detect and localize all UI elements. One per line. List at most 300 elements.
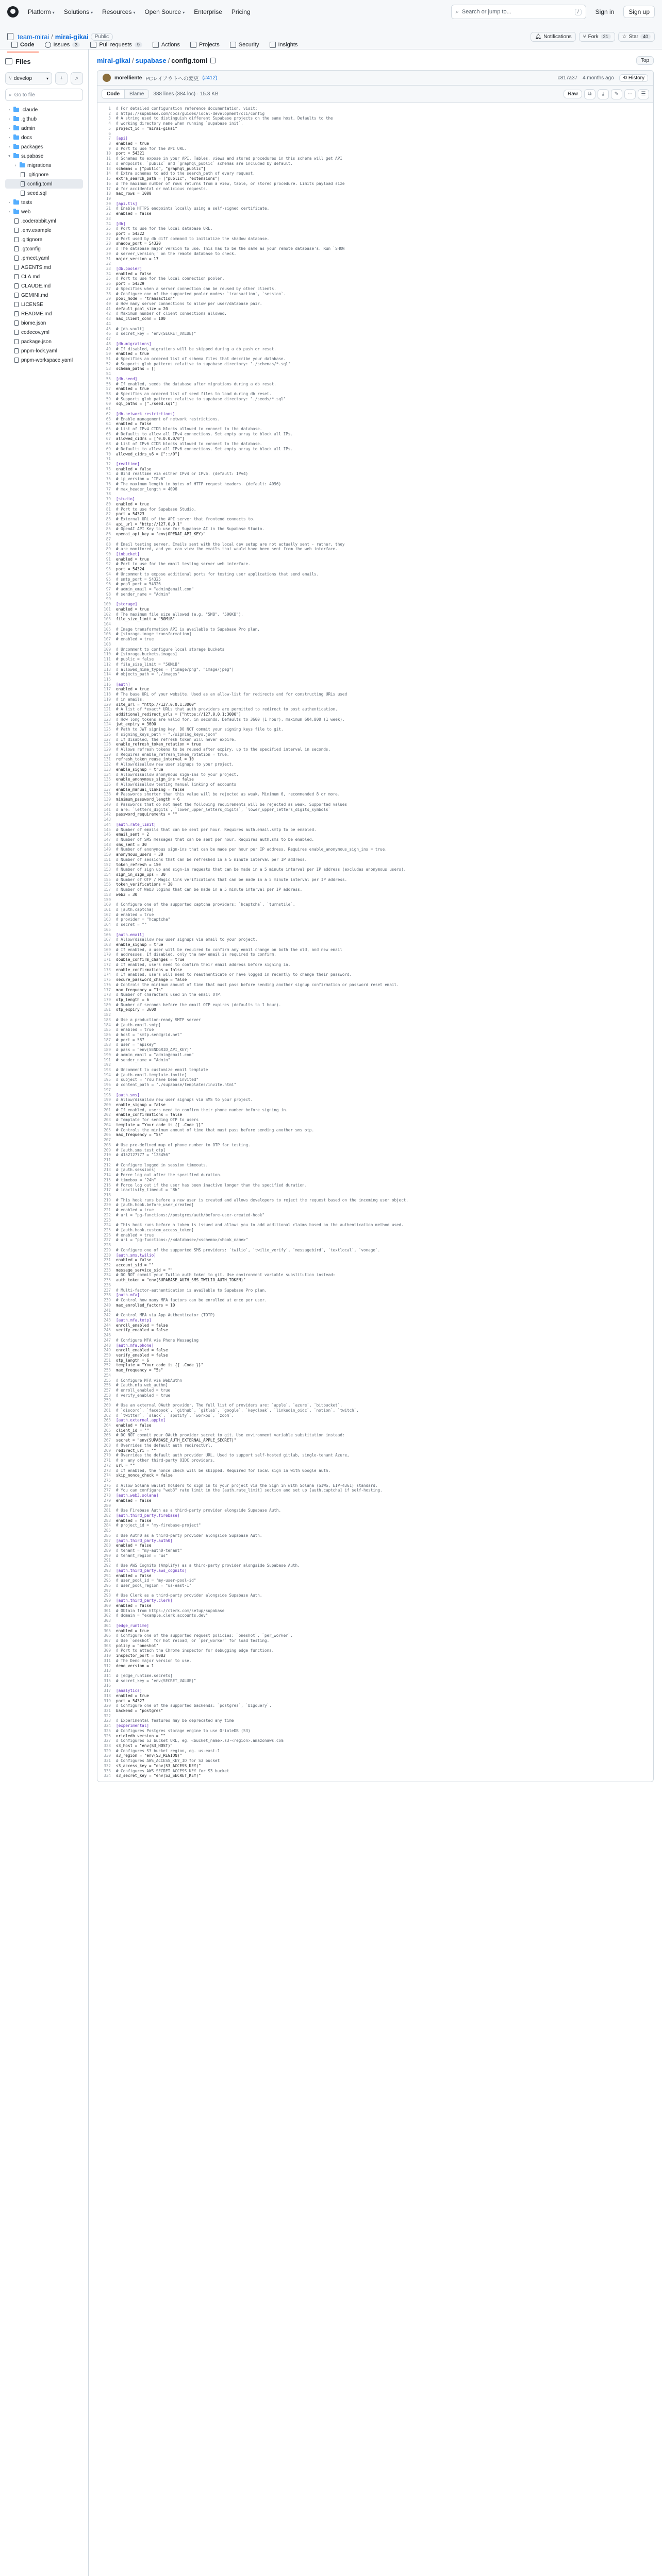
line-number[interactable]: 319 <box>104 1698 111 1703</box>
line-number[interactable]: 142 <box>104 812 111 817</box>
tree-folder[interactable] <box>5 105 83 114</box>
line-number[interactable]: 136 <box>104 782 111 787</box>
tree-file[interactable] <box>5 244 83 253</box>
tree-folder[interactable] <box>5 114 83 124</box>
fork-button[interactable] <box>579 32 615 42</box>
line-number[interactable]: 84 <box>106 521 111 527</box>
line-number[interactable]: 272 <box>104 1463 111 1468</box>
line-number[interactable]: 281 <box>104 1508 111 1513</box>
line-number[interactable]: 255 <box>104 1378 111 1383</box>
line-number[interactable]: 152 <box>104 862 111 867</box>
line-number[interactable]: 144 <box>104 822 111 827</box>
line-number[interactable]: 301 <box>104 1608 111 1613</box>
line-number[interactable]: 182 <box>104 1012 111 1018</box>
line-number[interactable]: 222 <box>104 1212 111 1217</box>
line-number[interactable]: 62 <box>106 411 111 416</box>
line-number[interactable]: 155 <box>104 877 111 882</box>
line-number[interactable]: 6 <box>108 131 111 136</box>
line-number[interactable]: 149 <box>104 847 111 852</box>
line-number[interactable]: 148 <box>104 842 111 847</box>
line-number[interactable]: 242 <box>104 1313 111 1318</box>
line-number[interactable]: 76 <box>106 481 111 486</box>
line-number[interactable]: 197 <box>104 1087 111 1092</box>
tree-file[interactable] <box>5 346 83 355</box>
sign-in-link[interactable]: Sign in <box>595 8 615 15</box>
line-number[interactable]: 260 <box>104 1403 111 1408</box>
blame-mode-button[interactable]: Blame <box>129 91 144 97</box>
line-number[interactable]: 45 <box>106 326 111 331</box>
line-number[interactable]: 329 <box>104 1748 111 1753</box>
line-number[interactable]: 126 <box>104 732 111 737</box>
line-number[interactable]: 216 <box>104 1182 111 1188</box>
line-number[interactable]: 300 <box>104 1603 111 1608</box>
line-number[interactable]: 162 <box>104 912 111 917</box>
line-number[interactable]: 33 <box>106 266 111 271</box>
line-number[interactable]: 190 <box>104 1052 111 1057</box>
line-number[interactable]: 46 <box>106 331 111 336</box>
add-file-button[interactable] <box>55 72 68 84</box>
copy-raw-button[interactable] <box>584 89 595 99</box>
line-number[interactable]: 265 <box>104 1428 111 1433</box>
line-number[interactable]: 4 <box>108 121 111 126</box>
line-number[interactable]: 258 <box>104 1393 111 1398</box>
line-number[interactable]: 179 <box>104 997 111 1002</box>
line-number[interactable]: 59 <box>106 396 111 401</box>
line-number[interactable]: 270 <box>104 1453 111 1458</box>
line-number[interactable]: 315 <box>104 1678 111 1683</box>
line-number[interactable]: 239 <box>104 1298 111 1303</box>
line-number[interactable]: 259 <box>104 1398 111 1403</box>
line-number[interactable]: 94 <box>106 571 111 577</box>
line-number[interactable]: 185 <box>104 1027 111 1032</box>
line-number[interactable]: 66 <box>106 431 111 436</box>
tree-folder[interactable] <box>5 133 83 142</box>
line-number[interactable]: 87 <box>106 536 111 541</box>
line-number[interactable]: 217 <box>104 1188 111 1193</box>
avatar[interactable] <box>103 74 111 82</box>
line-number[interactable]: 180 <box>104 1002 111 1007</box>
line-number[interactable]: 24 <box>106 221 111 226</box>
line-number[interactable]: 116 <box>104 682 111 687</box>
line-number[interactable]: 285 <box>104 1528 111 1533</box>
line-number[interactable]: 54 <box>106 371 111 377</box>
line-number[interactable]: 64 <box>106 421 111 427</box>
line-number[interactable]: 117 <box>104 687 111 692</box>
line-number[interactable]: 284 <box>104 1523 111 1528</box>
line-number[interactable]: 218 <box>104 1192 111 1197</box>
line-number[interactable]: 115 <box>104 676 111 682</box>
line-number[interactable]: 19 <box>106 196 111 201</box>
line-number[interactable]: 74 <box>106 471 111 477</box>
line-number[interactable]: 78 <box>106 492 111 497</box>
download-button[interactable] <box>598 89 609 99</box>
line-number[interactable]: 276 <box>104 1483 111 1488</box>
line-number[interactable]: 168 <box>104 942 111 947</box>
line-number[interactable]: 105 <box>104 626 111 632</box>
line-number[interactable]: 271 <box>104 1458 111 1463</box>
line-number[interactable]: 189 <box>104 1047 111 1053</box>
line-number[interactable]: 195 <box>104 1077 111 1082</box>
line-number[interactable]: 233 <box>104 1267 111 1273</box>
line-number[interactable]: 103 <box>104 617 111 622</box>
line-number[interactable]: 305 <box>104 1628 111 1633</box>
line-number[interactable]: 257 <box>104 1388 111 1393</box>
line-number[interactable]: 333 <box>104 1768 111 1773</box>
sign-up-button[interactable]: Sign up <box>623 6 655 18</box>
line-number[interactable]: 295 <box>104 1578 111 1583</box>
line-number[interactable]: 289 <box>104 1548 111 1553</box>
line-number[interactable]: 191 <box>104 1057 111 1062</box>
line-number[interactable]: 21 <box>106 206 111 211</box>
line-number[interactable]: 146 <box>104 832 111 837</box>
line-number[interactable]: 269 <box>104 1448 111 1453</box>
line-number[interactable]: 274 <box>104 1473 111 1478</box>
line-number[interactable]: 296 <box>104 1583 111 1588</box>
top-nav-item[interactable] <box>28 8 55 15</box>
line-number[interactable]: 43 <box>106 316 111 321</box>
line-number[interactable]: 215 <box>104 1177 111 1182</box>
line-number[interactable]: 291 <box>104 1558 111 1563</box>
line-number[interactable]: 229 <box>104 1247 111 1252</box>
line-number[interactable]: 56 <box>106 381 111 386</box>
line-number[interactable]: 323 <box>104 1718 111 1723</box>
line-number[interactable]: 112 <box>104 662 111 667</box>
tree-file[interactable] <box>5 337 83 346</box>
line-number[interactable]: 208 <box>104 1142 111 1147</box>
line-number[interactable]: 1 <box>108 106 111 111</box>
line-number[interactable]: 188 <box>104 1042 111 1047</box>
line-number[interactable]: 314 <box>104 1673 111 1678</box>
line-number[interactable]: 187 <box>104 1037 111 1042</box>
tree-file[interactable] <box>5 291 83 300</box>
line-number[interactable]: 34 <box>106 271 111 276</box>
commit-author[interactable]: morelliente <box>114 75 142 81</box>
line-number[interactable]: 326 <box>104 1733 111 1738</box>
line-number[interactable]: 228 <box>104 1243 111 1248</box>
line-number[interactable]: 170 <box>104 952 111 957</box>
line-number[interactable]: 49 <box>106 346 111 351</box>
line-number[interactable]: 256 <box>104 1383 111 1388</box>
line-number[interactable]: 204 <box>104 1122 111 1127</box>
line-number[interactable]: 193 <box>104 1067 111 1072</box>
line-number[interactable]: 266 <box>104 1433 111 1438</box>
line-number[interactable]: 294 <box>104 1573 111 1578</box>
line-number[interactable]: 288 <box>104 1543 111 1548</box>
line-number[interactable]: 238 <box>104 1293 111 1298</box>
line-number[interactable]: 96 <box>106 582 111 587</box>
line-number[interactable]: 324 <box>104 1723 111 1728</box>
tree-file[interactable] <box>5 226 83 235</box>
line-number[interactable]: 205 <box>104 1127 111 1132</box>
line-number[interactable]: 330 <box>104 1753 111 1758</box>
line-number[interactable]: 163 <box>104 917 111 922</box>
line-number[interactable]: 121 <box>104 707 111 712</box>
line-number[interactable]: 92 <box>106 562 111 567</box>
line-number[interactable]: 53 <box>106 366 111 371</box>
line-number[interactable]: 147 <box>104 837 111 842</box>
line-number[interactable]: 89 <box>106 547 111 552</box>
line-number[interactable]: 318 <box>104 1693 111 1698</box>
tree-file[interactable] <box>5 281 83 291</box>
line-number[interactable]: 26 <box>106 231 111 236</box>
line-number[interactable]: 283 <box>104 1518 111 1523</box>
tree-folder[interactable] <box>5 142 83 151</box>
tree-file[interactable] <box>5 179 83 189</box>
line-number[interactable]: 35 <box>106 276 111 281</box>
line-number[interactable]: 8 <box>108 141 111 146</box>
line-number[interactable]: 327 <box>104 1738 111 1743</box>
line-number[interactable]: 223 <box>104 1217 111 1223</box>
line-number[interactable]: 55 <box>106 376 111 381</box>
line-number[interactable]: 244 <box>104 1323 111 1328</box>
line-number[interactable]: 124 <box>104 722 111 727</box>
line-number[interactable]: 245 <box>104 1328 111 1333</box>
line-number[interactable]: 292 <box>104 1563 111 1568</box>
line-number[interactable]: 28 <box>106 241 111 246</box>
line-number[interactable]: 192 <box>104 1062 111 1067</box>
line-number[interactable]: 202 <box>104 1112 111 1117</box>
line-number[interactable]: 42 <box>106 311 111 316</box>
line-number[interactable]: 85 <box>106 527 111 532</box>
line-number[interactable]: 237 <box>104 1287 111 1293</box>
line-number[interactable]: 48 <box>106 341 111 346</box>
line-number[interactable]: 302 <box>104 1613 111 1618</box>
line-number[interactable]: 212 <box>104 1162 111 1167</box>
top-nav-item[interactable] <box>64 8 93 15</box>
line-number[interactable]: 119 <box>104 697 111 702</box>
line-number[interactable]: 13 <box>106 166 111 171</box>
line-number[interactable]: 219 <box>104 1197 111 1202</box>
repo-name-link[interactable]: mirai-gikai <box>55 32 89 41</box>
line-number[interactable]: 140 <box>104 802 111 807</box>
breadcrumb-repo[interactable]: mirai-gikai <box>97 56 131 64</box>
line-number[interactable]: 118 <box>104 692 111 697</box>
tree-file[interactable] <box>5 253 83 263</box>
tree-file[interactable] <box>5 355 83 365</box>
line-number[interactable]: 235 <box>104 1278 111 1283</box>
github-logo-icon[interactable] <box>7 6 19 18</box>
line-number[interactable]: 236 <box>104 1282 111 1287</box>
line-number[interactable]: 150 <box>104 852 111 857</box>
top-nav-item[interactable] <box>144 8 185 15</box>
line-number[interactable]: 70 <box>106 451 111 456</box>
line-number[interactable]: 41 <box>106 306 111 311</box>
line-number[interactable]: 328 <box>104 1743 111 1749</box>
line-number[interactable]: 67 <box>106 436 111 442</box>
line-number[interactable]: 44 <box>106 321 111 326</box>
line-number[interactable]: 172 <box>104 962 111 967</box>
line-number[interactable]: 18 <box>106 191 111 196</box>
line-number[interactable]: 248 <box>104 1343 111 1348</box>
line-number[interactable]: 160 <box>104 902 111 907</box>
line-number[interactable]: 22 <box>106 211 111 216</box>
line-number[interactable]: 79 <box>106 497 111 502</box>
line-number[interactable]: 154 <box>104 872 111 877</box>
line-number[interactable]: 135 <box>104 777 111 782</box>
line-number[interactable]: 111 <box>104 657 111 662</box>
line-number[interactable]: 224 <box>104 1223 111 1228</box>
line-number[interactable]: 145 <box>104 827 111 832</box>
line-number[interactable]: 200 <box>104 1103 111 1108</box>
line-number[interactable]: 308 <box>104 1643 111 1648</box>
line-number[interactable]: 65 <box>106 427 111 431</box>
line-number[interactable]: 17 <box>106 186 111 191</box>
line-number[interactable]: 50 <box>106 351 111 357</box>
line-number[interactable]: 178 <box>104 992 111 997</box>
line-number[interactable]: 312 <box>104 1663 111 1668</box>
line-number[interactable]: 107 <box>104 637 111 642</box>
line-number[interactable]: 90 <box>106 551 111 556</box>
line-number[interactable]: 194 <box>104 1072 111 1077</box>
line-number[interactable]: 196 <box>104 1082 111 1088</box>
line-number[interactable]: 287 <box>104 1538 111 1543</box>
line-number[interactable]: 128 <box>104 742 111 747</box>
line-number[interactable]: 211 <box>104 1157 111 1162</box>
line-number[interactable]: 9 <box>108 146 111 151</box>
line-number[interactable]: 311 <box>104 1658 111 1663</box>
line-number[interactable]: 227 <box>104 1238 111 1243</box>
star-button[interactable] <box>618 32 655 42</box>
line-number[interactable]: 183 <box>104 1017 111 1022</box>
line-number[interactable]: 254 <box>104 1372 111 1378</box>
line-number[interactable]: 199 <box>104 1097 111 1103</box>
line-number[interactable]: 143 <box>104 817 111 822</box>
line-number[interactable]: 101 <box>104 606 111 612</box>
line-number[interactable]: 125 <box>104 727 111 732</box>
search-files-button[interactable] <box>71 72 83 84</box>
symbols-panel-button[interactable] <box>638 89 649 99</box>
line-number[interactable]: 77 <box>106 486 111 492</box>
line-number[interactable]: 280 <box>104 1503 111 1508</box>
line-number[interactable]: 130 <box>104 752 111 757</box>
line-number[interactable]: 83 <box>106 516 111 521</box>
tree-file[interactable] <box>5 235 83 244</box>
line-number[interactable]: 109 <box>104 647 111 652</box>
line-number[interactable]: 176 <box>104 982 111 987</box>
line-number[interactable]: 213 <box>104 1167 111 1173</box>
line-number[interactable]: 100 <box>104 602 111 607</box>
line-number[interactable]: 52 <box>106 361 111 366</box>
line-number[interactable]: 72 <box>106 462 111 467</box>
line-number[interactable]: 131 <box>104 757 111 762</box>
tree-file[interactable] <box>5 328 83 337</box>
line-number[interactable]: 299 <box>104 1598 111 1603</box>
line-number[interactable]: 139 <box>104 797 111 802</box>
line-number[interactable]: 207 <box>104 1138 111 1143</box>
side-panel-icon[interactable] <box>5 58 12 64</box>
more-options-button[interactable] <box>624 89 636 99</box>
line-number[interactable]: 203 <box>104 1117 111 1123</box>
line-number[interactable]: 12 <box>106 161 111 166</box>
search-input[interactable] <box>451 5 586 19</box>
code-mode-button[interactable]: Code <box>102 90 125 98</box>
line-number[interactable]: 307 <box>104 1638 111 1643</box>
top-nav-item[interactable] <box>102 8 135 15</box>
line-number[interactable]: 10 <box>106 151 111 156</box>
line-number[interactable]: 267 <box>104 1438 111 1443</box>
line-number[interactable]: 69 <box>106 446 111 451</box>
line-number[interactable]: 261 <box>104 1408 111 1413</box>
line-number[interactable]: 331 <box>104 1758 111 1764</box>
line-number[interactable]: 40 <box>106 301 111 307</box>
line-number[interactable]: 262 <box>104 1413 111 1418</box>
line-number[interactable]: 282 <box>104 1513 111 1518</box>
line-number[interactable]: 120 <box>104 702 111 707</box>
line-number[interactable]: 250 <box>104 1352 111 1358</box>
repo-owner-link[interactable]: team-mirai <box>18 32 49 41</box>
line-number[interactable]: 165 <box>104 927 111 932</box>
line-number[interactable]: 286 <box>104 1533 111 1538</box>
line-number[interactable]: 210 <box>104 1153 111 1158</box>
line-number[interactable]: 253 <box>104 1368 111 1373</box>
line-number[interactable]: 303 <box>104 1618 111 1623</box>
line-number[interactable]: 201 <box>104 1107 111 1112</box>
line-number[interactable]: 243 <box>104 1317 111 1323</box>
tree-folder[interactable] <box>5 207 83 216</box>
line-number[interactable]: 316 <box>104 1683 111 1688</box>
line-number[interactable]: 169 <box>104 947 111 952</box>
line-number[interactable]: 132 <box>104 762 111 767</box>
line-number[interactable]: 47 <box>106 336 111 342</box>
line-number[interactable]: 290 <box>104 1553 111 1558</box>
line-number[interactable]: 61 <box>106 406 111 412</box>
line-number[interactable]: 68 <box>106 442 111 447</box>
line-number[interactable]: 275 <box>104 1478 111 1483</box>
line-number[interactable]: 5 <box>108 126 111 131</box>
line-number[interactable]: 114 <box>104 672 111 677</box>
line-number[interactable]: 104 <box>104 622 111 627</box>
line-number[interactable]: 158 <box>104 892 111 897</box>
line-number[interactable]: 29 <box>106 246 111 251</box>
top-nav-item[interactable] <box>194 8 222 15</box>
line-number[interactable]: 226 <box>104 1232 111 1238</box>
line-number[interactable]: 93 <box>106 567 111 572</box>
line-number[interactable]: 240 <box>104 1302 111 1308</box>
line-number[interactable]: 32 <box>106 261 111 266</box>
line-number[interactable]: 60 <box>106 401 111 406</box>
line-number[interactable]: 138 <box>104 792 111 797</box>
line-number[interactable]: 317 <box>104 1688 111 1693</box>
line-number[interactable]: 38 <box>106 291 111 296</box>
tree-folder[interactable] <box>5 198 83 207</box>
tree-folder[interactable] <box>5 124 83 133</box>
tree-file[interactable] <box>5 318 83 328</box>
line-number[interactable]: 31 <box>106 256 111 261</box>
line-number[interactable]: 73 <box>106 466 111 471</box>
line-number[interactable]: 230 <box>104 1252 111 1258</box>
line-number[interactable]: 225 <box>104 1228 111 1232</box>
line-number[interactable]: 102 <box>104 612 111 617</box>
branch-selector[interactable] <box>5 72 52 84</box>
line-number[interactable]: 171 <box>104 957 111 962</box>
line-number[interactable]: 174 <box>104 972 111 977</box>
line-number[interactable]: 30 <box>106 251 111 256</box>
line-number[interactable]: 2 <box>108 111 111 116</box>
line-number[interactable]: 198 <box>104 1092 111 1097</box>
line-number[interactable]: 95 <box>106 577 111 582</box>
tree-file[interactable] <box>5 300 83 309</box>
line-number[interactable]: 321 <box>104 1708 111 1713</box>
breadcrumb-folder[interactable]: supabase <box>135 56 167 64</box>
line-number[interactable]: 320 <box>104 1703 111 1708</box>
line-number[interactable]: 97 <box>106 587 111 591</box>
line-number[interactable]: 249 <box>104 1348 111 1353</box>
line-number[interactable]: 177 <box>104 987 111 992</box>
line-number[interactable]: 23 <box>106 216 111 221</box>
line-number[interactable]: 71 <box>106 456 111 462</box>
copy-path-icon[interactable] <box>210 58 216 63</box>
line-number[interactable]: 127 <box>104 737 111 742</box>
